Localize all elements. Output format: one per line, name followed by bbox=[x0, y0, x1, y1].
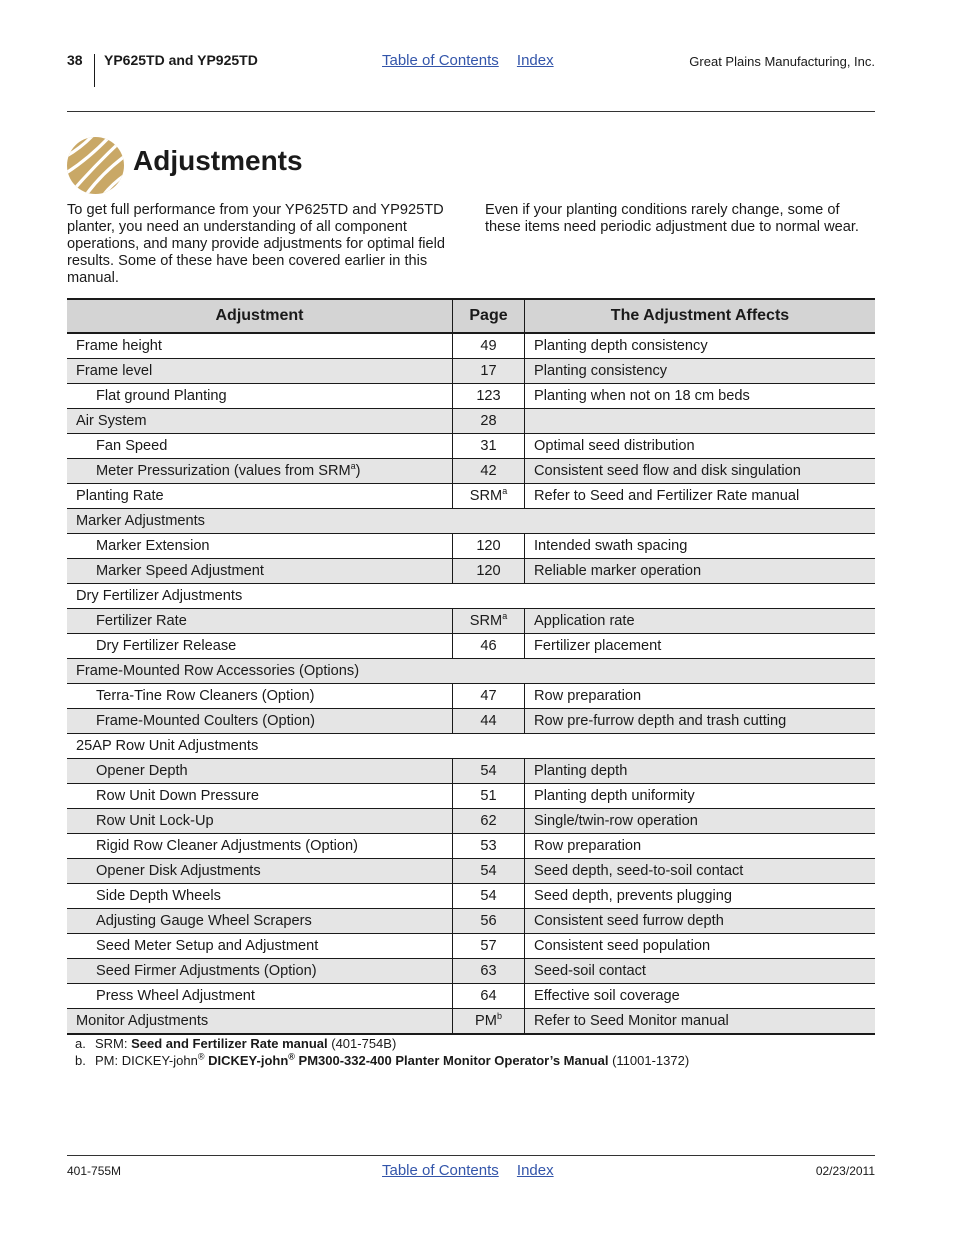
adjustment-cell: Dry Fertilizer Adjustments bbox=[67, 584, 875, 609]
page-footer bbox=[67, 1162, 875, 1184]
page-cell: 54 bbox=[453, 759, 525, 784]
great-plains-logo-icon bbox=[67, 137, 124, 194]
affects-cell: Intended swath spacing bbox=[525, 534, 876, 559]
table-row bbox=[67, 609, 875, 634]
company-name: Great Plains Manufacturing, Inc. bbox=[689, 54, 875, 69]
footer-rule bbox=[67, 1155, 875, 1156]
table-row bbox=[67, 409, 875, 434]
affects-cell: Seed depth, seed-to-soil contact bbox=[525, 859, 876, 884]
header-rule bbox=[67, 111, 875, 112]
header-nav bbox=[382, 52, 568, 69]
adjustment-cell: Fertilizer Rate bbox=[67, 609, 453, 634]
table-body bbox=[67, 333, 875, 1034]
affects-cell: Planting depth bbox=[525, 759, 876, 784]
adjustment-cell: Opener Depth bbox=[67, 759, 453, 784]
adjustment-cell: Frame height bbox=[67, 333, 453, 359]
adjustment-cell: Rigid Row Cleaner Adjustments (Option) bbox=[67, 834, 453, 859]
page-cell: 17 bbox=[453, 359, 525, 384]
table-row bbox=[67, 634, 875, 659]
page-cell: 123 bbox=[453, 384, 525, 409]
adjustment-cell: Side Depth Wheels bbox=[67, 884, 453, 909]
revision-date: 02/23/2011 bbox=[815, 1164, 875, 1178]
affects-cell: Consistent seed furrow depth bbox=[525, 909, 876, 934]
page-cell: 64 bbox=[453, 984, 525, 1009]
table-row bbox=[67, 884, 875, 909]
adjustment-cell: Frame-Mounted Coulters (Option) bbox=[67, 709, 453, 734]
affects-cell: Refer to Seed and Fertilizer Rate manual bbox=[525, 484, 876, 509]
page-cell: 47 bbox=[453, 684, 525, 709]
adjustment-cell: Meter Pressurization (values from SRM$^a$) bbox=[67, 459, 453, 484]
table-row bbox=[67, 859, 875, 884]
adjustment-cell: Frame-Mounted Row Accessories (Options) bbox=[67, 659, 875, 684]
footnote-b: b. PM: DICKEY-john® DICKEY-john® PM300-332-400 Planter Monitor Operator’s Manual (11001-1372) bbox=[75, 1051, 690, 1068]
page-cell: SRM$^a$ bbox=[453, 609, 525, 634]
page-number: 38 bbox=[67, 52, 83, 68]
adjustment-cell: Marker Speed Adjustment bbox=[67, 559, 453, 584]
adjustment-cell: Fan Speed bbox=[67, 434, 453, 459]
table-row bbox=[67, 659, 875, 684]
adjustment-cell: 25AP Row Unit Adjustments bbox=[67, 734, 875, 759]
table-row bbox=[67, 809, 875, 834]
adjustments-table bbox=[67, 298, 875, 1035]
page-cell: 46 bbox=[453, 634, 525, 659]
page-cell: 42 bbox=[453, 459, 525, 484]
table-row bbox=[67, 459, 875, 484]
page-cell: 53 bbox=[453, 834, 525, 859]
footer-nav bbox=[382, 1162, 568, 1179]
header-divider bbox=[94, 54, 95, 87]
affects-cell: Seed depth, prevents plugging bbox=[525, 884, 876, 909]
affects-cell: Seed-soil contact bbox=[525, 959, 876, 984]
adjustment-cell: Seed Firmer Adjustments (Option) bbox=[67, 959, 453, 984]
adjustment-cell: Terra-Tine Row Cleaners (Option) bbox=[67, 684, 453, 709]
adjustment-cell: Row Unit Lock-Up bbox=[67, 809, 453, 834]
affects-cell: Fertilizer placement bbox=[525, 634, 876, 659]
table-row bbox=[67, 684, 875, 709]
table-row bbox=[67, 384, 875, 409]
table-row bbox=[67, 709, 875, 734]
table-row bbox=[67, 509, 875, 534]
affects-cell: Consistent seed population bbox=[525, 934, 876, 959]
table-row bbox=[67, 434, 875, 459]
table-row bbox=[67, 759, 875, 784]
page-cell: 54 bbox=[453, 859, 525, 884]
footnote-a: a. SRM: Seed and Fertilizer Rate manual (401-754B) bbox=[75, 1036, 397, 1051]
section-title: Adjustments bbox=[133, 145, 303, 176]
affects-cell: Consistent seed flow and disk singulation bbox=[525, 459, 876, 484]
page-cell: 63 bbox=[453, 959, 525, 984]
table-row bbox=[67, 484, 875, 509]
table-row bbox=[67, 534, 875, 559]
adjustment-cell: Seed Meter Setup and Adjustment bbox=[67, 934, 453, 959]
affects-cell bbox=[525, 409, 876, 434]
page-cell: 57 bbox=[453, 934, 525, 959]
page-cell: 28 bbox=[453, 409, 525, 434]
footnotes bbox=[75, 1036, 690, 1069]
adjustment-cell: Marker Adjustments bbox=[67, 509, 875, 534]
affects-cell: Refer to Seed Monitor manual bbox=[525, 1009, 876, 1035]
table-row bbox=[67, 584, 875, 609]
adjustment-cell: Row Unit Down Pressure bbox=[67, 784, 453, 809]
table-row bbox=[67, 1009, 875, 1035]
table-row bbox=[67, 984, 875, 1009]
table-row bbox=[67, 959, 875, 984]
adjustment-cell: Marker Extension bbox=[67, 534, 453, 559]
page-cell: 62 bbox=[453, 809, 525, 834]
intro-text-left: To get full performance from your YP625TD and YP925TD planter, you need an understanding of all component operations, and many provide adjustments for optimal field results. Some of these have been covered earlier in this manual. bbox=[67, 202, 446, 286]
affects-cell: Row pre-furrow depth and trash cutting bbox=[525, 709, 876, 734]
page-cell: 54 bbox=[453, 884, 525, 909]
adjustment-cell: Flat ground Planting bbox=[67, 384, 453, 409]
column-header-adjustment: Adjustment bbox=[67, 299, 453, 333]
column-header-page: Page bbox=[453, 299, 525, 333]
affects-cell: Application rate bbox=[525, 609, 876, 634]
affects-cell: Row preparation bbox=[525, 834, 876, 859]
affects-cell: Planting depth consistency bbox=[525, 333, 876, 359]
affects-cell: Reliable marker operation bbox=[525, 559, 876, 584]
footer-index-link[interactable]: Index bbox=[516, 1162, 554, 1179]
adjustment-cell: Air System bbox=[67, 409, 453, 434]
page-cell: 31 bbox=[453, 434, 525, 459]
footer-table-of-contents-link[interactable]: Table of Contents bbox=[382, 1162, 499, 1179]
page-cell: 44 bbox=[453, 709, 525, 734]
page-cell: 120 bbox=[453, 559, 525, 584]
affects-cell: Effective soil coverage bbox=[525, 984, 876, 1009]
table-row bbox=[67, 333, 875, 359]
column-header-affects: The Adjustment Affects bbox=[525, 299, 876, 333]
table-row bbox=[67, 784, 875, 809]
table-header-row bbox=[67, 299, 875, 333]
table-row bbox=[67, 559, 875, 584]
document-number: 401-755M bbox=[67, 1164, 122, 1178]
table-row bbox=[67, 934, 875, 959]
table-of-contents-link[interactable]: Table of Contents bbox=[382, 52, 499, 69]
table-row bbox=[67, 909, 875, 934]
page-cell: 120 bbox=[453, 534, 525, 559]
index-link[interactable]: Index bbox=[516, 52, 554, 69]
table-row bbox=[67, 834, 875, 859]
affects-cell: Optimal seed distribution bbox=[525, 434, 876, 459]
adjustment-cell: Planting Rate bbox=[67, 484, 453, 509]
affects-cell: Planting depth uniformity bbox=[525, 784, 876, 809]
model-name: YP625TD and YP925TD bbox=[104, 52, 258, 68]
intro-text-right: Even if your planting conditions rarely change, some of these items need periodic adjustment due to normal wear. bbox=[485, 202, 859, 235]
page-cell: $PM^b$ bbox=[453, 1009, 525, 1035]
adjustment-cell: Adjusting Gauge Wheel Scrapers bbox=[67, 909, 453, 934]
affects-cell: Row preparation bbox=[525, 684, 876, 709]
adjustment-cell: Frame level bbox=[67, 359, 453, 384]
affects-cell: Single/twin-row operation bbox=[525, 809, 876, 834]
adjustment-cell: Monitor Adjustments bbox=[67, 1009, 453, 1035]
page-header bbox=[67, 52, 875, 88]
table-row bbox=[67, 359, 875, 384]
page-cell: 49 bbox=[453, 333, 525, 359]
page-cell: 56 bbox=[453, 909, 525, 934]
adjustment-cell: Opener Disk Adjustments bbox=[67, 859, 453, 884]
affects-cell: Planting when not on 18 cm beds bbox=[525, 384, 876, 409]
page-cell: SRM$^a$ bbox=[453, 484, 525, 509]
table-row bbox=[67, 734, 875, 759]
adjustment-cell: Dry Fertilizer Release bbox=[67, 634, 453, 659]
adjustment-cell: Press Wheel Adjustment bbox=[67, 984, 453, 1009]
page-cell: 51 bbox=[453, 784, 525, 809]
affects-cell: Planting consistency bbox=[525, 359, 876, 384]
